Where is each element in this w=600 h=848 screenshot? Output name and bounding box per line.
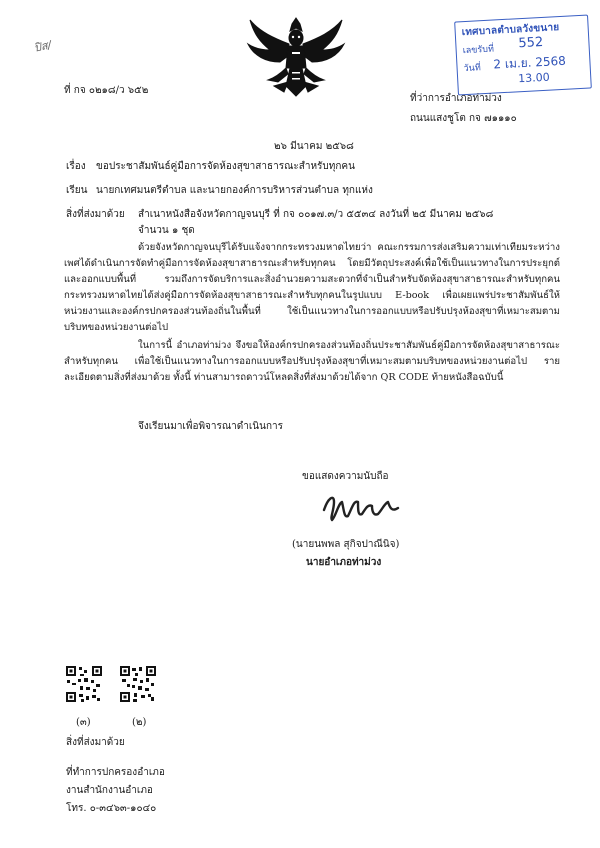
footer-attachment-label: สิ่งที่ส่งมาด้วย (66, 737, 125, 748)
footer-section: งานสำนักงานอำเภอ (66, 785, 153, 796)
footer-telephone: โทร. ๐-๓๔๖๓-๑๐๔๐ (66, 803, 157, 814)
document-number: ที่ กจ ๐๒๑๘/ว ๖๕๒ (64, 85, 149, 96)
stamp-time: 13.00 (517, 70, 551, 86)
stamp-date-label: วันที่ (463, 63, 482, 75)
stamp-date: 2 เม.ย. 2568 (493, 53, 567, 72)
body-paragraph-1: ด้วยจังหวัดกาญจนบุรีได้รับแจ้งจากกระทรวงมหาดไทยว่า คณะกรรมการส่งเสริมความเท่าเทียมระหว่างเพศได้ดำเนินการจัดทำคู่มือการจัดห้องสุขาสาธารณะสำหรับทุกคน โดยมีวัตถุประสงค์เพื่อใช้เป็นแนวทางในการประยุกต์และออกแบบพื้นที่ รวมถึงการจัดบริการและสิ่งอำนวยความสะดวกที่จำเป็นสำหรับจัดห้องสุขาสาธารณะสำหรับทุกคน กระทรวงมหาดไทยได้ส่งคู่มือการจัดห้องสุขาสาธารณะสำหรับทุกคนในรูปแบบ E-book เพื่อเผยแพร่ประชาสัมพันธ์ให้หน่วยงานและองค์กรปกครองส่วนท้องถิ่นในพื้นที่ ใช้เป็นแนวทางในการออกแบบหรือปรับปรุงห้องสุขาที่เหมาะสมตามบริบทของหน่วยงานต่อไป (64, 242, 560, 333)
qr-label-2: (๒) (132, 717, 147, 728)
qr-code-icon (120, 666, 156, 702)
stamp-recv-label: เลขรับที่ (462, 44, 495, 57)
body-paragraph-2: ในการนี้ อำเภอท่าม่วง จึงขอให้องค์กรปกครองส่วนท้องถิ่นประชาสัมพันธ์คู่มือการจัดห้องสุขาสาธารณะสำหรับทุกคน เพื่อใช้เป็นแนวทางในการออกแบบหรือปรับปรุงห้องสุขาที่เหมาะสมตามบริบทของหน่วยงานต่อไป รายละเอียดตามสิ่งที่ส่งมาด้วย ทั้งนี้ ท่านสามารถดาวน์โหลดสิ่งที่ส่งมาด้วยได้จาก QR CODE ท้ายหนังสือฉบับนี้ (64, 340, 560, 383)
subject-text: ขอประชาสัมพันธ์คู่มือการจัดห้องสุขาสาธารณะสำหรับทุกคน (96, 161, 355, 172)
recipient-label: เรียน (66, 185, 88, 196)
signatory-position: นายอำเภอท่าม่วง (306, 557, 382, 568)
document-date: ๒๖ มีนาคม ๒๕๖๘ (274, 141, 354, 152)
qr-label-1: (๓) (76, 717, 91, 728)
body-paragraph-3: จึงเรียนมาเพื่อพิจารณาดำเนินการ (138, 421, 284, 432)
attachment-qty: จำนวน ๑ ชุด (138, 225, 195, 236)
footer-department: ที่ทำการปกครองอำเภอ (66, 767, 165, 778)
recipient-text: นายกเทศมนตรีตำบล และนายกองค์การบริหารส่วนตำบล ทุกแห่ง (96, 185, 373, 196)
stamp-title: เทศบาลตำบลวังขนาย (461, 22, 560, 39)
closing-regards: ขอแสดงความนับถือ (302, 471, 389, 482)
qr-code-icon (66, 666, 102, 702)
signatory-name: (นายนพพล สุกิจปาณีนิจ) (292, 539, 400, 550)
issuing-office: ที่ว่าการอำเภอท่าม่วง (410, 93, 502, 104)
stamp-recv-no: 552 (518, 34, 544, 52)
margin-note: ปิส/ (32, 38, 53, 55)
office-address: ถนนแสงชูโต กจ ๗๑๑๑๐ (410, 113, 517, 124)
signature-icon (318, 488, 402, 528)
attachment-text: สำเนาหนังสือจังหวัดกาญจนบุรี ที่ กจ ๐๐๑๗.๓/ว ๕๕๓๔ ลงวันที่ ๒๕ มีนาคม ๒๕๖๘ (138, 209, 494, 220)
subject-label: เรื่อง (66, 161, 86, 172)
attachment-label: สิ่งที่ส่งมาด้วย (66, 209, 125, 220)
garuda-emblem-icon (244, 12, 348, 98)
receipt-stamp (454, 15, 592, 96)
